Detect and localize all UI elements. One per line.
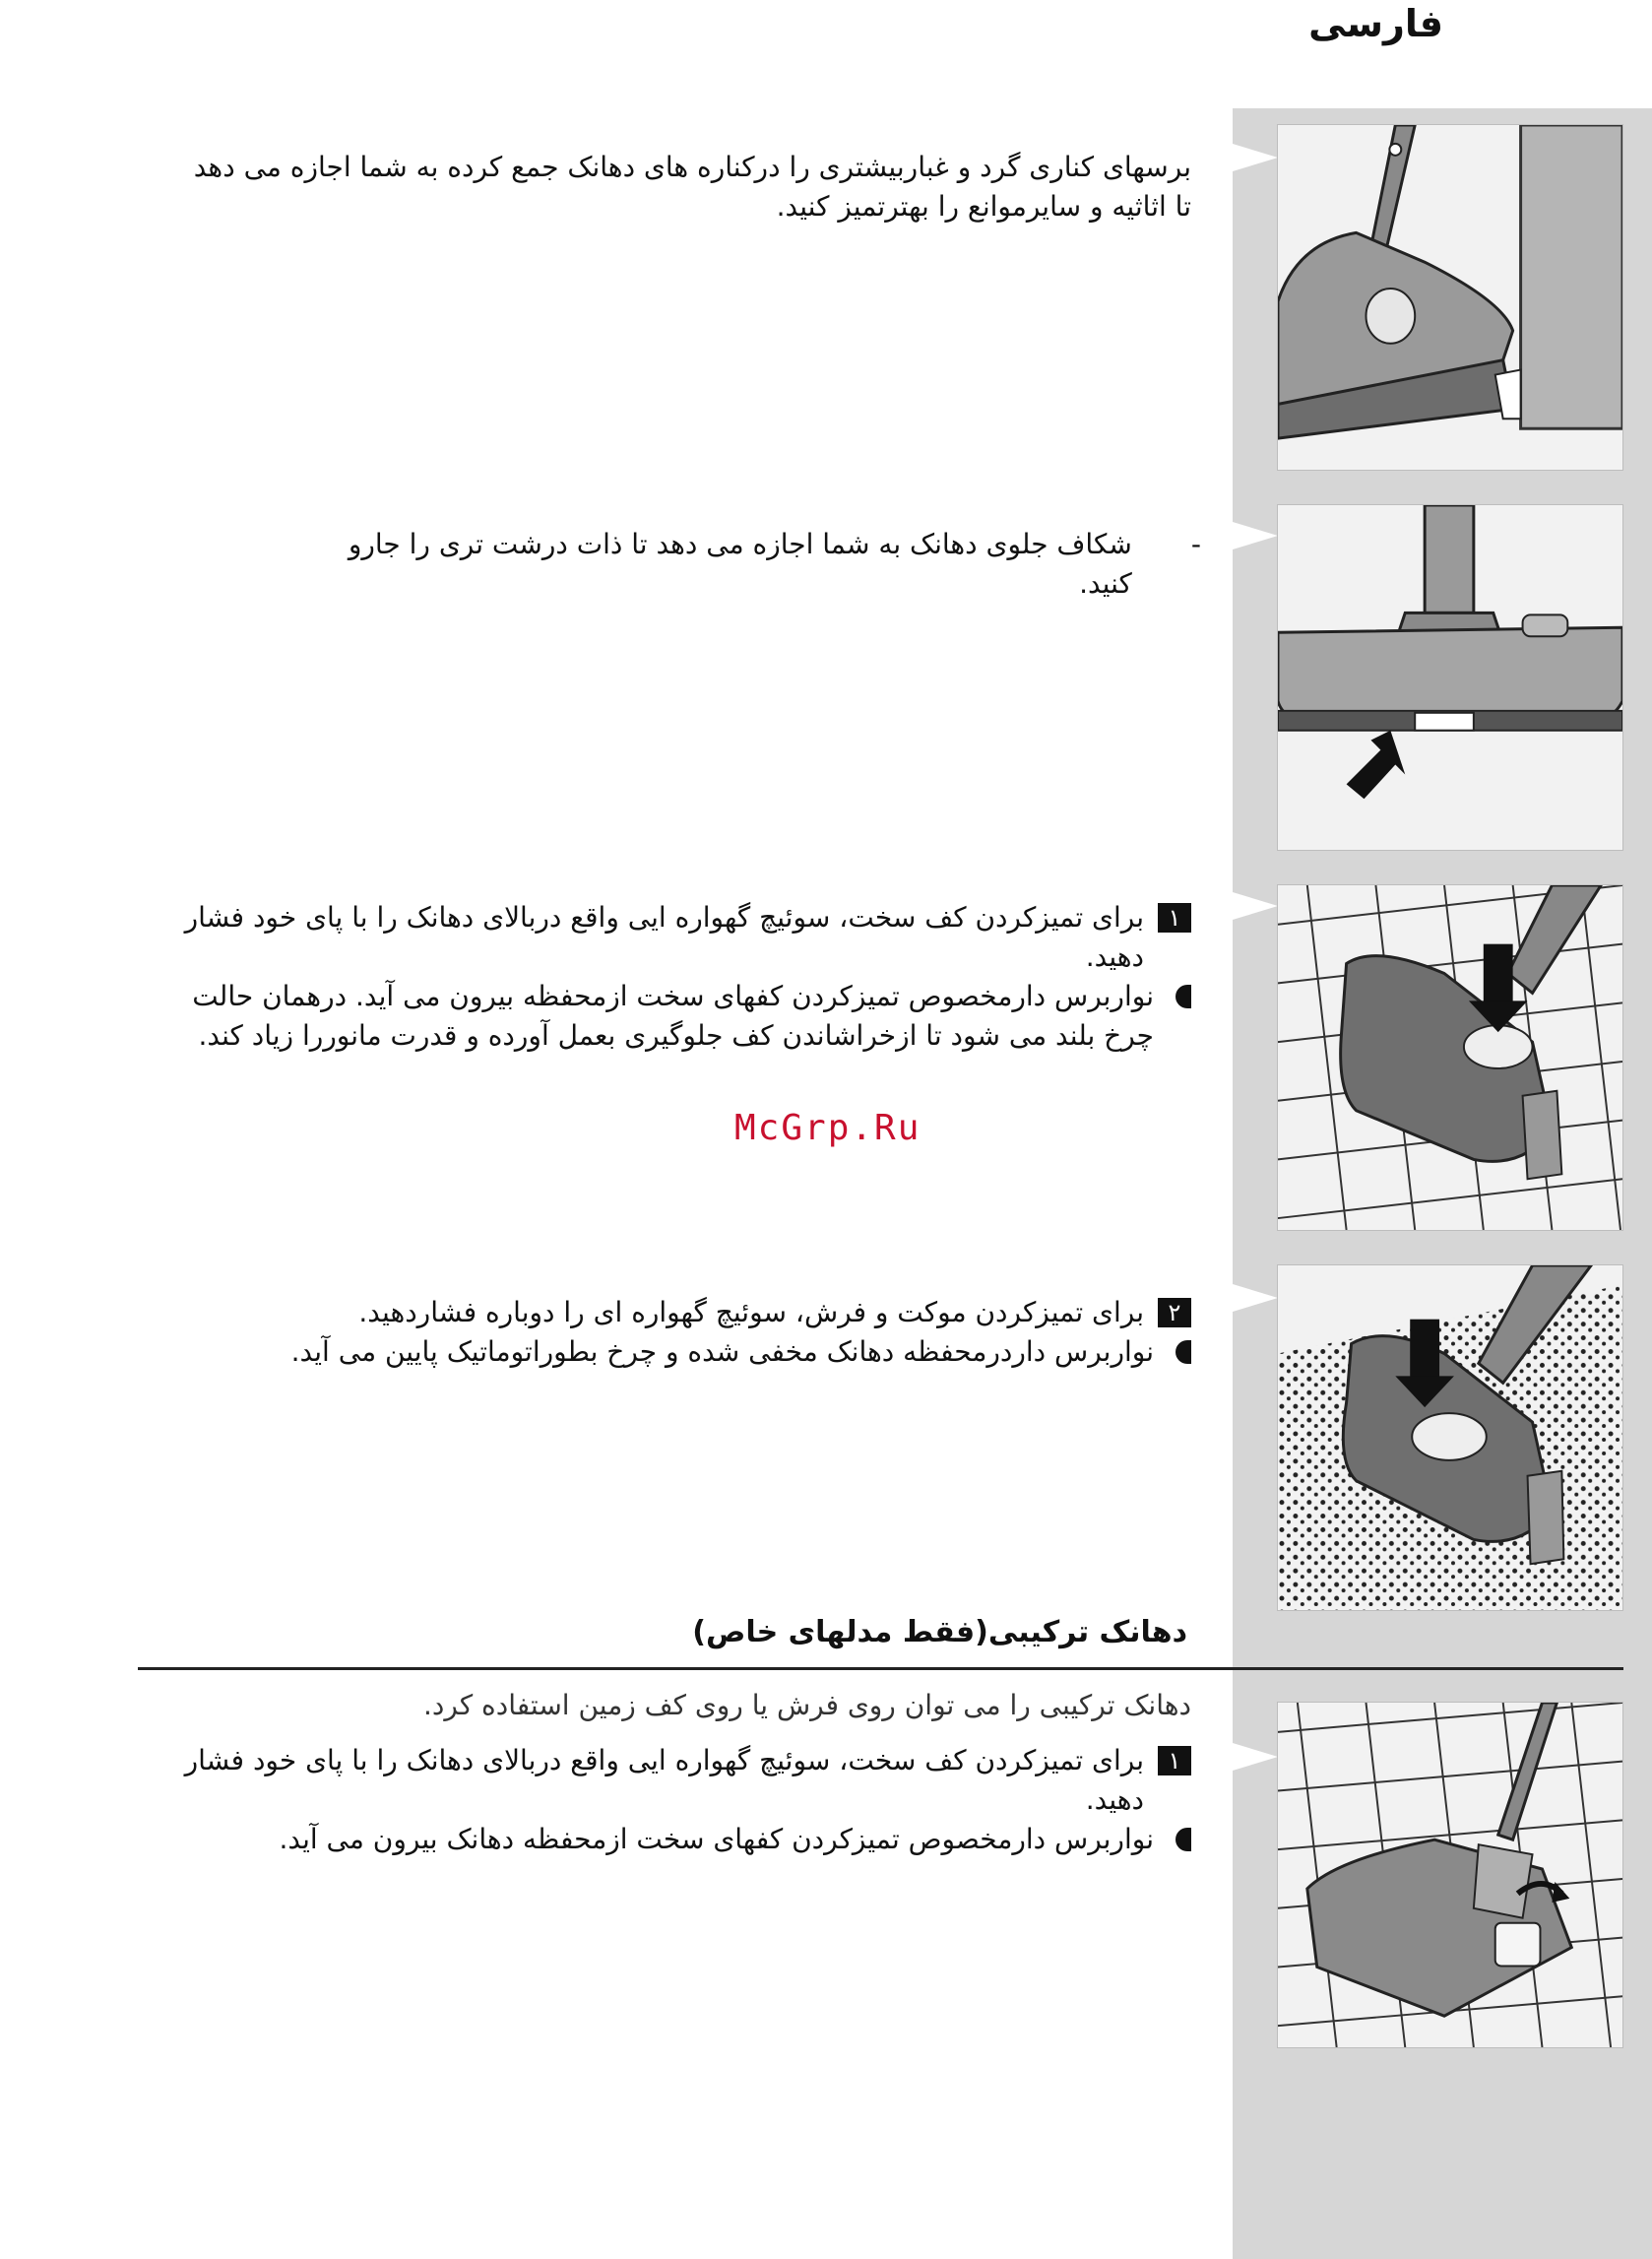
bullet-item: [226, 1332, 1191, 1372]
sidebar-notch: [1233, 144, 1278, 171]
sidebar-notch: [1233, 522, 1278, 549]
sidebar-notch: [1233, 1743, 1278, 1771]
carpet-instructions: [226, 1293, 1191, 1372]
side-brushes-paragraph: [177, 148, 1191, 226]
bullet-item: [148, 1820, 1191, 1859]
step-1: [148, 1741, 1191, 1820]
step-text: برای تمیزکردن کف سخت، سوئیچ گهواره ایی واقع دربالای دهانک را با پای خود فشار دهید.: [184, 901, 1144, 973]
step-text: برای تمیزکردن کف سخت، سوئیچ گهواره ایی واقع دربالای دهانک را با پای خود فشار دهید.: [184, 1744, 1144, 1816]
nozzle-wall-illustration: [1278, 125, 1622, 470]
step-number: ۱: [1158, 903, 1191, 933]
combi-nozzle-instructions: [148, 1686, 1191, 1859]
bullet-icon: [1175, 985, 1191, 1008]
bullet-icon: [1175, 1340, 1191, 1364]
combi-nozzle-heading: دهانک ترکیبی(فقط مدلهای خاص): [692, 1615, 1187, 1649]
illustration-side-brushes: [1277, 124, 1623, 471]
combi-nozzle-illustration: [1278, 1703, 1622, 2047]
hard-floor-instructions: [148, 898, 1191, 1056]
step-number: ۲: [1158, 1298, 1191, 1327]
front-slot-text: شکاف جلوی دهانک به شما اجازه می دهد تا ذات درشت تری را جارو کنید.: [348, 528, 1132, 600]
illustration-hard-floor: [1277, 884, 1623, 1231]
illustration-front-slot: [1277, 504, 1623, 851]
sidebar-notch: [1233, 892, 1278, 920]
step-1: [148, 898, 1191, 977]
illustration-carpet: [1277, 1264, 1623, 1611]
section-divider: [138, 1667, 1623, 1670]
nozzle-front-illustration: [1278, 505, 1622, 850]
bullet-text: نواربرس دارمخصوص تمیزکردن کفهای سخت ازمحفظه بیرون می آید. درهمان حالت چرخ بلند می شود تا ازخراشاندن کف جلوگیری بعمل آورده و قدرت مانوررا زیاد کند.: [192, 980, 1154, 1052]
step-2: [226, 1293, 1191, 1332]
bullet-icon: [1175, 1828, 1191, 1851]
page-language-title: فارسی: [1308, 2, 1443, 45]
bullet-text: نواربرس داردرمحفظه دهانک مخفی شده و چرخ بطوراتوماتیک پایین می آید.: [290, 1335, 1154, 1368]
carpet-illustration: [1278, 1265, 1622, 1610]
bullet-item: [148, 977, 1191, 1056]
dash-marker: -: [1190, 528, 1201, 560]
front-slot-item: [295, 525, 1201, 604]
bullet-text: نواربرس دارمخصوص تمیزکردن کفهای سخت ازمحفظه دهانک بیرون می آید.: [279, 1823, 1154, 1855]
illustration-combi-nozzle: [1277, 1702, 1623, 2048]
hard-floor-illustration: [1278, 885, 1622, 1230]
combi-intro-text: دهانک ترکیبی را می توان روی فرش یا روی کف زمین استفاده کرد.: [423, 1689, 1191, 1721]
watermark: McGrp.Ru: [734, 1108, 921, 1148]
step-text: برای تمیزکردن موکت و فرش، سوئیچ گهواره ای را دوباره فشاردهید.: [358, 1296, 1144, 1328]
side-brushes-text: برسهای کناری گرد و غباربیشتری را درکناره های دهانک جمع کرده به شما اجازه می دهد تا اثاثیه و سایرموانع را بهترتمیز کنید.: [193, 151, 1191, 223]
step-number: ۱: [1158, 1746, 1191, 1775]
sidebar-notch: [1233, 1284, 1278, 1312]
